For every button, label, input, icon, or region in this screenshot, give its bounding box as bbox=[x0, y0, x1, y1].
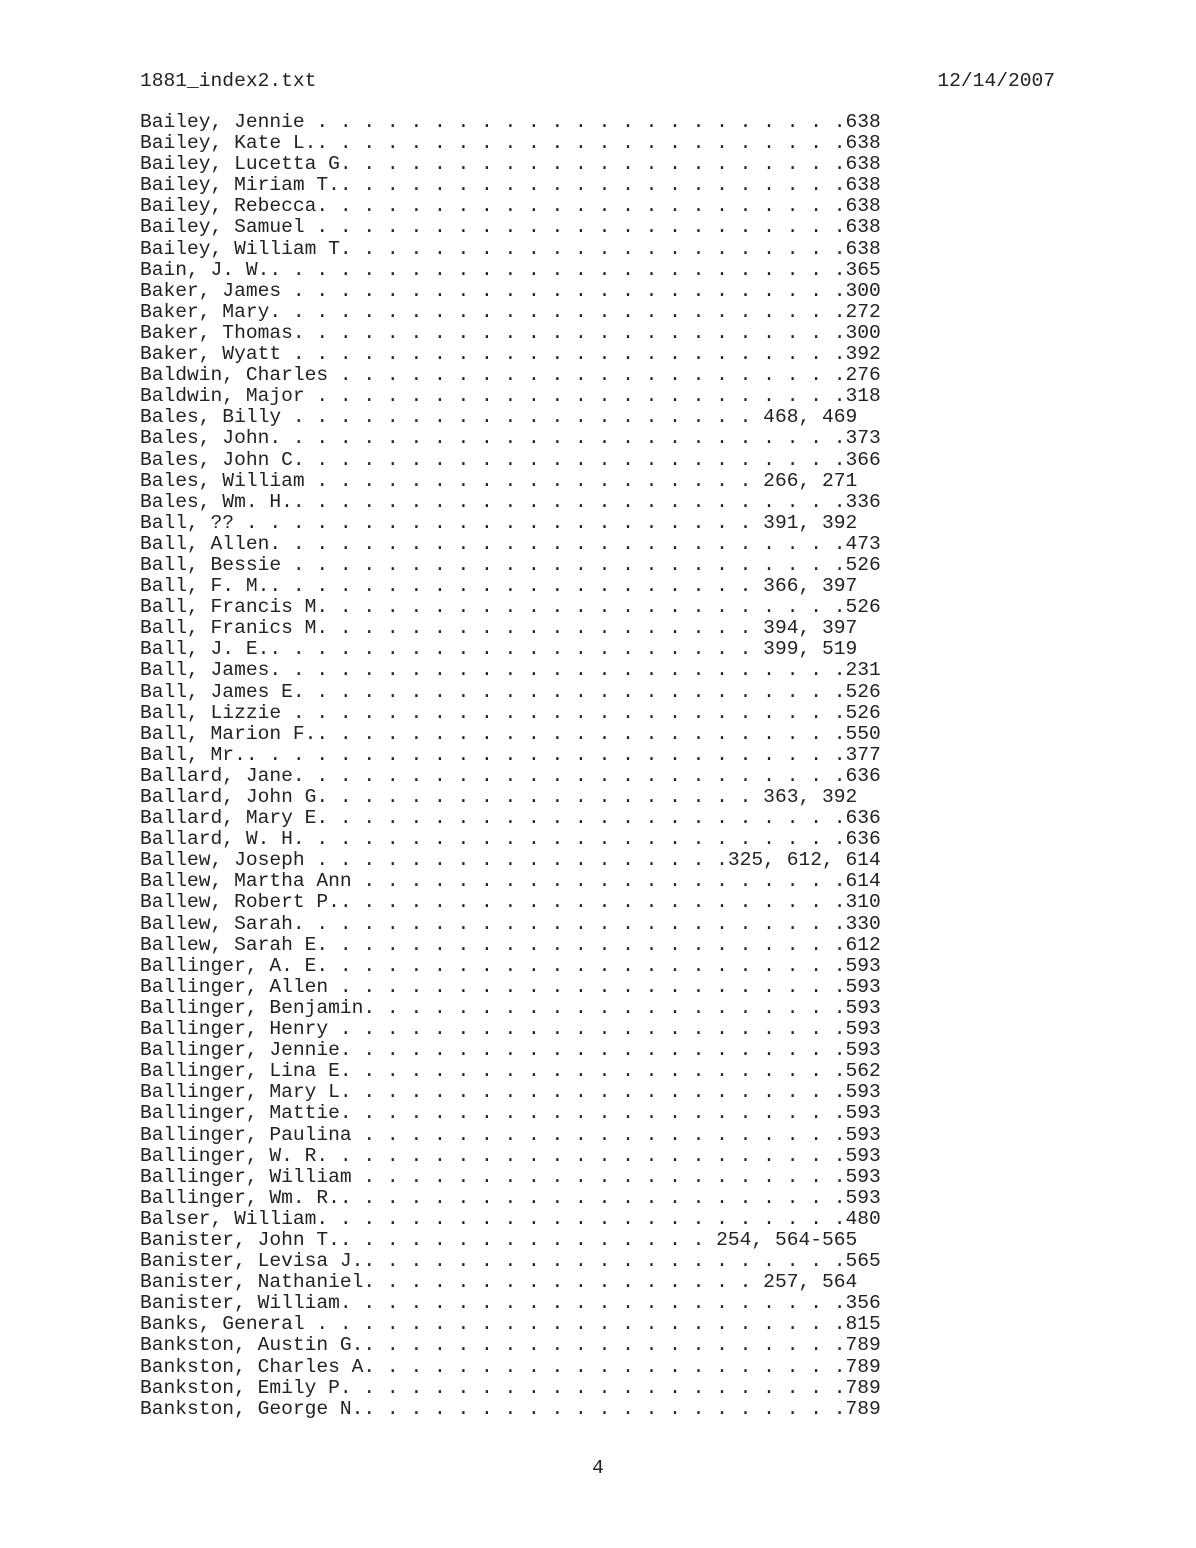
index-entry: Bales, John. . . . . . . . . . . . . . . . . . . . . . . . .373 bbox=[140, 427, 881, 450]
index-entry: Ballinger, W. R. . . . . . . . . . . . . . . . . . . . . . .593 bbox=[140, 1144, 881, 1167]
index-entry: Banister, William. . . . . . . . . . . . . . . . . . . . . .356 bbox=[140, 1292, 881, 1315]
index-entry: Baker, James . . . . . . . . . . . . . . . . . . . . . . . .300 bbox=[140, 279, 881, 302]
index-entry: Bailey, William T. . . . . . . . . . . . . . . . . . . . . .638 bbox=[140, 237, 881, 260]
index-entry: Ballard, Mary E. . . . . . . . . . . . . . . . . . . . . . .636 bbox=[140, 807, 881, 830]
index-entry: Ballinger, Mattie. . . . . . . . . . . . . . . . . . . . . .593 bbox=[140, 1102, 881, 1125]
index-entry: Ballinger, Benjamin. . . . . . . . . . . . . . . . . . . . .593 bbox=[140, 996, 881, 1019]
index-entry: Baker, Wyatt . . . . . . . . . . . . . . . . . . . . . . . .392 bbox=[140, 343, 881, 366]
index-entry: Bain, J. W.. . . . . . . . . . . . . . . . . . . . . . . . .365 bbox=[140, 258, 881, 281]
index-entry: Bankston, Emily P. . . . . . . . . . . . . . . . . . . . . .789 bbox=[140, 1376, 881, 1399]
index-entry: Bailey, Rebecca. . . . . . . . . . . . . . . . . . . . . . .638 bbox=[140, 195, 881, 218]
index-entry: Ball, Franics M. . . . . . . . . . . . . . . . . . . 394, 397 bbox=[140, 617, 858, 640]
index-entry: Bankston, Charles A. . . . . . . . . . . . . . . . . . . . .789 bbox=[140, 1355, 881, 1378]
index-entry: Ballinger, Lina E. . . . . . . . . . . . . . . . . . . . . .562 bbox=[140, 1060, 881, 1083]
index-entry: Ballinger, Wm. R.. . . . . . . . . . . . . . . . . . . . . .593 bbox=[140, 1186, 881, 1209]
index-entry: Bankston, Austin G.. . . . . . . . . . . . . . . . . . . . .789 bbox=[140, 1334, 881, 1357]
index-entry: Bailey, Lucetta G. . . . . . . . . . . . . . . . . . . . . .638 bbox=[140, 153, 881, 176]
index-entry: Ballard, Jane. . . . . . . . . . . . . . . . . . . . . . . .636 bbox=[140, 764, 881, 787]
page-header bbox=[140, 68, 1055, 94]
index-entry: Balser, William. . . . . . . . . . . . . . . . . . . . . . .480 bbox=[140, 1207, 881, 1230]
file-name: 1881_index2.txt bbox=[140, 70, 317, 92]
index-entry: Ballinger, Henry . . . . . . . . . . . . . . . . . . . . . .593 bbox=[140, 1018, 881, 1041]
index-entry: Ballinger, Allen . . . . . . . . . . . . . . . . . . . . . .593 bbox=[140, 975, 881, 998]
index-entry: Ballew, Sarah E. . . . . . . . . . . . . . . . . . . . . . .612 bbox=[140, 933, 881, 956]
index-entry: Ballinger, Jennie. . . . . . . . . . . . . . . . . . . . . .593 bbox=[140, 1039, 881, 1062]
index-entry: Baker, Thomas. . . . . . . . . . . . . . . . . . . . . . . .300 bbox=[140, 321, 881, 344]
index-entry: Bales, Wm. H.. . . . . . . . . . . . . . . . . . . . . . . .336 bbox=[140, 490, 881, 513]
index-entry: Banister, Nathaniel. . . . . . . . . . . . . . . . . 257, 564 bbox=[140, 1271, 858, 1294]
index-entry: Bailey, Miriam T.. . . . . . . . . . . . . . . . . . . . . .638 bbox=[140, 174, 881, 197]
index-entry: Ballinger, Mary L. . . . . . . . . . . . . . . . . . . . . .593 bbox=[140, 1081, 881, 1104]
index-entry: Banks, General . . . . . . . . . . . . . . . . . . . . . . .815 bbox=[140, 1313, 881, 1336]
index-entry: Ballard, W. H. . . . . . . . . . . . . . . . . . . . . . . .636 bbox=[140, 828, 881, 851]
index-entry: Ballinger, Paulina . . . . . . . . . . . . . . . . . . . . .593 bbox=[140, 1123, 881, 1146]
index-entry: Ball, Mr.. . . . . . . . . . . . . . . . . . . . . . . . . .377 bbox=[140, 743, 881, 766]
index-entry: Baker, Mary. . . . . . . . . . . . . . . . . . . . . . . . .272 bbox=[140, 300, 881, 323]
index-entry: Banister, John T.. . . . . . . . . . . . . . . . 254, 564-565 bbox=[140, 1228, 858, 1251]
index-entry: Ball, Allen. . . . . . . . . . . . . . . . . . . . . . . . .473 bbox=[140, 532, 881, 555]
index-entry: Ballew, Martha Ann . . . . . . . . . . . . . . . . . . . . .614 bbox=[140, 870, 881, 893]
index-entry: Ball, Marion F.. . . . . . . . . . . . . . . . . . . . . . .550 bbox=[140, 722, 881, 745]
index-entry: Ballew, Robert P.. . . . . . . . . . . . . . . . . . . . . .310 bbox=[140, 891, 881, 914]
index-entry: Ball, Francis M. . . . . . . . . . . . . . . . . . . . . . .526 bbox=[140, 596, 881, 619]
index-entry: Bankston, George N.. . . . . . . . . . . . . . . . . . . . .789 bbox=[140, 1397, 881, 1420]
index-entry: Bales, William . . . . . . . . . . . . . . . . . . . 266, 271 bbox=[140, 469, 858, 492]
index-entry: Bailey, Jennie . . . . . . . . . . . . . . . . . . . . . . .638 bbox=[140, 111, 881, 133]
page-number: 4 bbox=[592, 1457, 604, 1479]
index-entry: Ballew, Joseph . . . . . . . . . . . . . . . . . .325, 612, 614 bbox=[140, 849, 881, 872]
index-entry: Ballinger, William . . . . . . . . . . . . . . . . . . . . .593 bbox=[140, 1165, 881, 1188]
index-entry: Ball, James E. . . . . . . . . . . . . . . . . . . . . . . .526 bbox=[140, 680, 881, 703]
print-date: 12/14/2007 bbox=[937, 70, 1055, 92]
index-entry: Ball, F. M.. . . . . . . . . . . . . . . . . . . . . 366, 397 bbox=[140, 575, 858, 598]
index-entry: Bailey, Kate L.. . . . . . . . . . . . . . . . . . . . . . .638 bbox=[140, 132, 881, 155]
index-entry: Ball, ?? . . . . . . . . . . . . . . . . . . . . . . 391, 392 bbox=[140, 511, 858, 534]
index-entry: Ball, James. . . . . . . . . . . . . . . . . . . . . . . . .231 bbox=[140, 659, 881, 682]
index-entry: Banister, Levisa J.. . . . . . . . . . . . . . . . . . . . .565 bbox=[140, 1250, 881, 1273]
index-entry: Ballew, Sarah. . . . . . . . . . . . . . . . . . . . . . . .330 bbox=[140, 912, 881, 935]
index-entry: Ballinger, A. E. . . . . . . . . . . . . . . . . . . . . . .593 bbox=[140, 954, 881, 977]
index-entry: Bales, Billy . . . . . . . . . . . . . . . . . . . . 468, 469 bbox=[140, 406, 858, 429]
index-entry: Ball, J. E.. . . . . . . . . . . . . . . . . . . . . 399, 519 bbox=[140, 638, 858, 661]
index-entry: Ballard, John G. . . . . . . . . . . . . . . . . . . 363, 392 bbox=[140, 786, 858, 808]
index-entry: Ball, Lizzie . . . . . . . . . . . . . . . . . . . . . . . .526 bbox=[140, 701, 881, 724]
index-entry: Baldwin, Charles . . . . . . . . . . . . . . . . . . . . . .276 bbox=[140, 364, 881, 387]
index-entry: Bales, John C. . . . . . . . . . . . . . . . . . . . . . . .366 bbox=[140, 448, 881, 471]
index-entry: Baldwin, Major . . . . . . . . . . . . . . . . . . . . . . .318 bbox=[140, 385, 881, 408]
index-entry: Ball, Bessie . . . . . . . . . . . . . . . . . . . . . . . .526 bbox=[140, 553, 881, 576]
index-entry: Bailey, Samuel . . . . . . . . . . . . . . . . . . . . . . .638 bbox=[140, 216, 881, 239]
index-list bbox=[140, 112, 881, 1420]
